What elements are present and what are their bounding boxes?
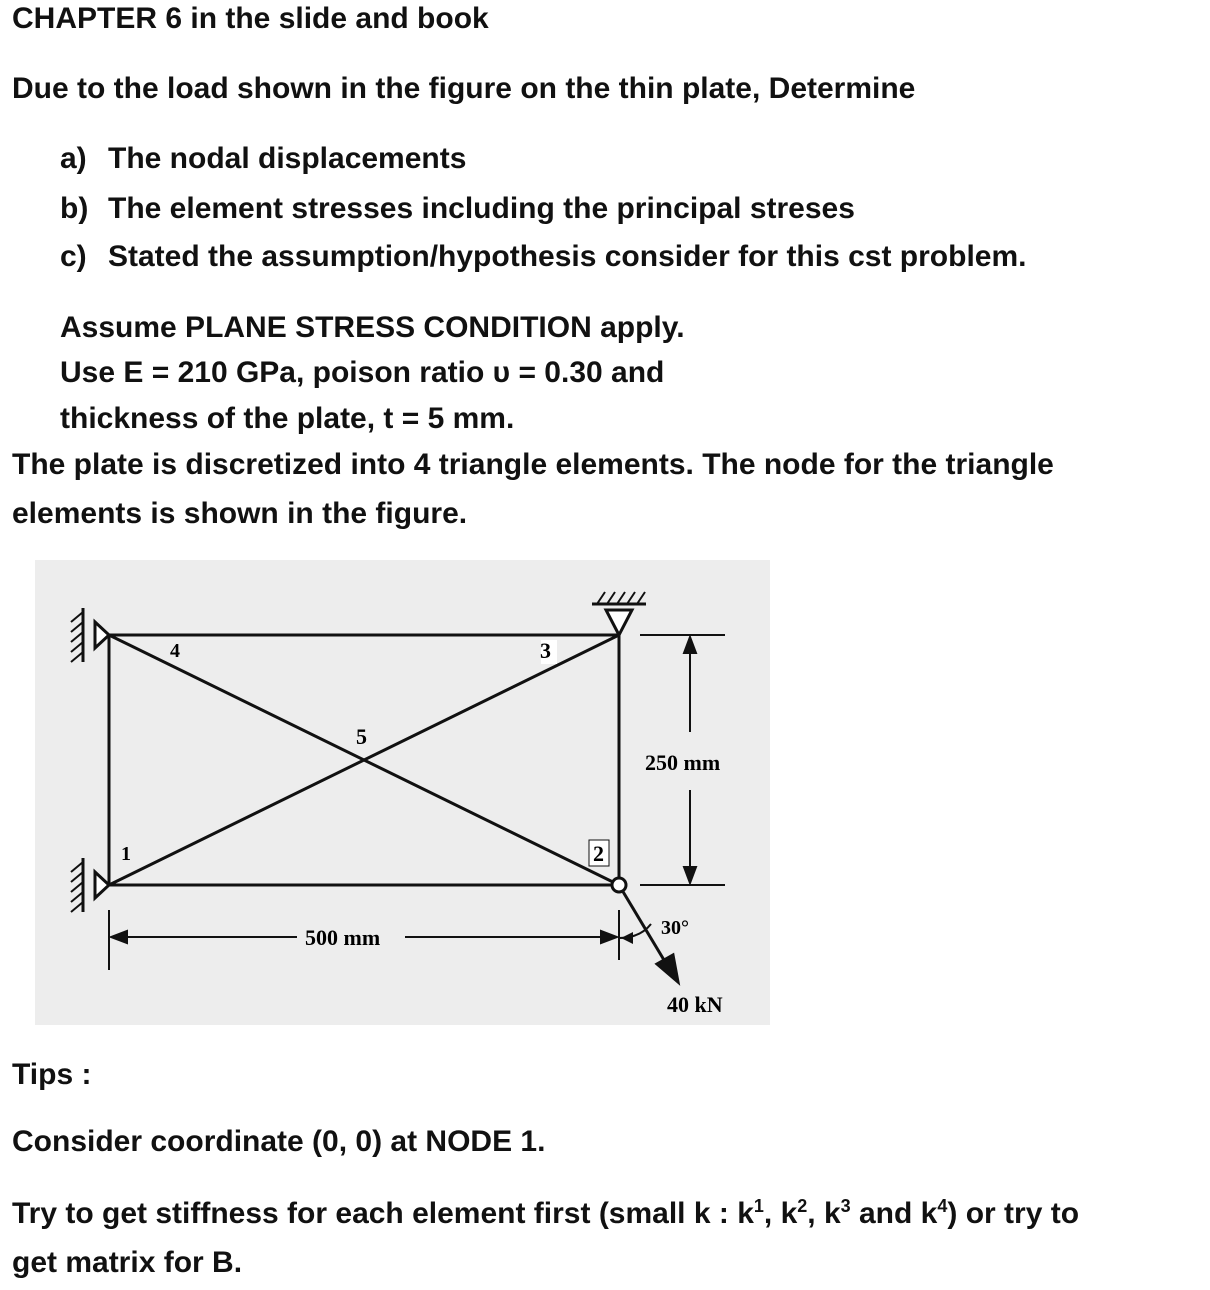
question-intro: Due to the load shown in the figure on the thin plate, Determine	[12, 72, 916, 105]
list-item-label: b)	[60, 192, 89, 225]
plate-figure	[35, 560, 770, 1025]
list-item	[60, 192, 855, 226]
tips-line: Consider coordinate (0, 0) at NODE 1.	[12, 1125, 546, 1158]
node-2-hinge	[612, 878, 626, 892]
list-item	[60, 240, 1027, 274]
height-dimension: 250 mm	[645, 750, 721, 775]
pin-support-node3	[592, 604, 646, 635]
node-label: 3	[540, 638, 551, 663]
node-label: 4	[170, 640, 180, 662]
assumption-line: Assume PLANE STRESS CONDITION apply.	[60, 311, 685, 344]
material-line: Use E = 210 GPa, poison ratio υ = 0.30 and	[60, 356, 665, 389]
list-item	[60, 142, 466, 176]
thickness-line: thickness of the plate, t = 5 mm.	[60, 402, 515, 435]
tips-line: Try to get stiffness for each element first (small k : $k^1$, $k^2$, $k^3$ and $k^4$) or try to	[12, 1196, 1080, 1230]
node-label: 2	[593, 841, 604, 866]
node-label: 5	[356, 724, 367, 749]
tips-heading: Tips :	[12, 1058, 92, 1091]
list-item-label: c)	[60, 240, 87, 273]
chapter-heading: CHAPTER 6 in the slide and book	[12, 2, 489, 35]
list-item-text: The nodal displacements	[108, 142, 467, 175]
tips-line: get matrix for B.	[12, 1246, 243, 1279]
width-dimension: 500 mm	[305, 925, 381, 950]
list-item-text: The element stresses including the principal streses	[108, 192, 855, 225]
list-item-label: a)	[60, 142, 87, 175]
plate-diagram	[35, 560, 770, 1025]
list-item-text: Stated the assumption/hypothesis consider for this cst problem.	[108, 240, 1027, 273]
discretize-line: The plate is discretized into 4 triangle elements. The node for the triangle	[12, 448, 1054, 481]
discretize-line: elements is shown in the figure.	[12, 497, 468, 530]
load-label: 40 kN	[667, 992, 723, 1017]
angle-label: 30°	[661, 917, 689, 939]
node-label: 1	[121, 843, 131, 865]
pin-support-node4	[83, 608, 109, 662]
pin-support-node1	[83, 858, 109, 912]
